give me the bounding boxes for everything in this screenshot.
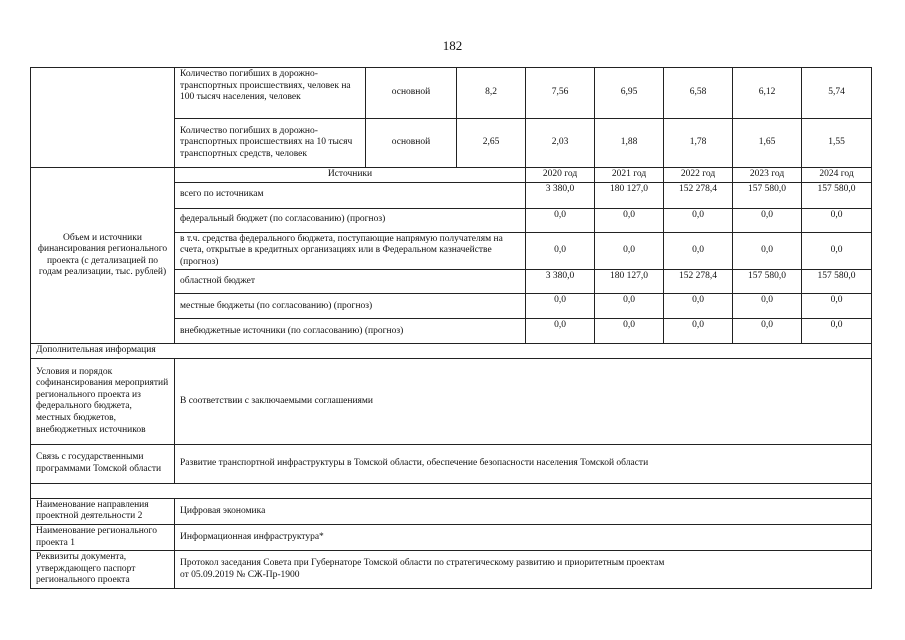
sources-header: Источники bbox=[175, 168, 526, 183]
indicator-type: основной bbox=[366, 119, 457, 168]
funding-source: областной бюджет bbox=[175, 270, 526, 294]
conditions-row bbox=[31, 358, 872, 444]
funding-label: Объем и источники финансирования регионального проекта (с детализацией по годам реализации, тыс. рублей) bbox=[31, 168, 175, 344]
conditions-value: В соответствии с заключаемыми соглашениями bbox=[175, 358, 872, 444]
funding-value: 0,0 bbox=[595, 294, 664, 319]
project-row bbox=[31, 525, 872, 551]
funding-value: 0,0 bbox=[802, 294, 872, 319]
indicator-value: 1,55 bbox=[802, 119, 872, 168]
year-header: 2024 год bbox=[802, 168, 872, 183]
funding-value: 3 380,0 bbox=[526, 270, 595, 294]
funding-value: 0,0 bbox=[802, 208, 872, 232]
project-label: Наименование регионального проекта 1 bbox=[31, 525, 175, 551]
state-programs-label: Связь с государственными программами Томской области bbox=[31, 444, 175, 483]
project-value: Информационная инфраструктура* bbox=[175, 525, 872, 551]
document-label: Реквизиты документа, утверждающего паспорт регионального проекта bbox=[31, 551, 175, 589]
indicator-name: Количество погибших в дорожно-транспортных происшествиях на 10 тысяч транспортных средств, человек bbox=[175, 119, 366, 168]
funding-value: 0,0 bbox=[526, 294, 595, 319]
direction-value: Цифровая экономика bbox=[175, 498, 872, 524]
funding-value: 180 127,0 bbox=[595, 182, 664, 208]
document-value bbox=[175, 551, 872, 589]
indicator-value: 2,03 bbox=[526, 119, 595, 168]
funding-source: всего по источникам bbox=[175, 182, 526, 208]
additional-info-heading: Дополнительная информация bbox=[31, 344, 872, 359]
year-header: 2020 год bbox=[526, 168, 595, 183]
funding-value: 0,0 bbox=[526, 319, 595, 344]
funding-header-row bbox=[31, 168, 872, 183]
indicator-value: 7,56 bbox=[526, 68, 595, 119]
funding-value: 3 380,0 bbox=[526, 182, 595, 208]
funding-value: 0,0 bbox=[733, 294, 802, 319]
spacer-row bbox=[31, 483, 872, 498]
funding-value: 0,0 bbox=[664, 294, 733, 319]
year-header: 2023 год bbox=[733, 168, 802, 183]
state-programs-row bbox=[31, 444, 872, 483]
funding-value: 157 580,0 bbox=[733, 182, 802, 208]
additional-info-row bbox=[31, 344, 872, 359]
funding-value: 157 580,0 bbox=[733, 270, 802, 294]
funding-value: 152 278,4 bbox=[664, 270, 733, 294]
funding-value: 152 278,4 bbox=[664, 182, 733, 208]
state-programs-value: Развитие транспортной инфраструктуры в Томской области, обеспечение безопасности населения Томской области bbox=[175, 444, 872, 483]
indicator-base: 2,65 bbox=[457, 119, 526, 168]
passport-table bbox=[30, 67, 872, 589]
indicator-value: 1,78 bbox=[664, 119, 733, 168]
indicator-value: 1,88 bbox=[595, 119, 664, 168]
indicator-value: 6,95 bbox=[595, 68, 664, 119]
indicator-value: 6,58 bbox=[664, 68, 733, 119]
indicator-type: основной bbox=[366, 68, 457, 119]
document-value-line1: Протокол заседания Совета при Губернаторе Томской области по стратегическому развитию и приоритетным проектам bbox=[180, 557, 665, 568]
funding-value: 157 580,0 bbox=[802, 182, 872, 208]
funding-value: 0,0 bbox=[664, 232, 733, 270]
funding-value: 157 580,0 bbox=[802, 270, 872, 294]
funding-value: 0,0 bbox=[595, 319, 664, 344]
year-header: 2022 год bbox=[664, 168, 733, 183]
indicator-value: 6,12 bbox=[733, 68, 802, 119]
funding-value: 0,0 bbox=[733, 319, 802, 344]
funding-value: 0,0 bbox=[802, 232, 872, 270]
indicator-value: 5,74 bbox=[802, 68, 872, 119]
funding-value: 0,0 bbox=[733, 232, 802, 270]
funding-source: местные бюджеты (по согласованию) (прогноз) bbox=[175, 294, 526, 319]
funding-value: 0,0 bbox=[595, 232, 664, 270]
funding-value: 0,0 bbox=[595, 208, 664, 232]
conditions-label: Условия и порядок софинансирования мероприятий регионального проекта из федерального бюджета, местных бюджетов, внебюджетных источников bbox=[31, 358, 175, 444]
funding-value: 0,0 bbox=[526, 232, 595, 270]
document-value-line2: от 05.09.2019 № СЖ-Пр-1900 bbox=[180, 569, 300, 580]
funding-value: 0,0 bbox=[733, 208, 802, 232]
indicator-value: 1,65 bbox=[733, 119, 802, 168]
funding-value: 0,0 bbox=[526, 208, 595, 232]
page-number: 182 bbox=[442, 38, 463, 53]
year-header: 2021 год bbox=[595, 168, 664, 183]
document-row bbox=[31, 551, 872, 589]
direction-row bbox=[31, 498, 872, 524]
funding-source: внебюджетные источники (по согласованию) (прогноз) bbox=[175, 319, 526, 344]
indicator-base: 8,2 bbox=[457, 68, 526, 119]
funding-value: 0,0 bbox=[802, 319, 872, 344]
indicator-name: Количество погибших в дорожно-транспортных происшествиях, человек на 100 тысяч населения, человек bbox=[175, 68, 366, 119]
direction-label: Наименование направления проектной деятельности 2 bbox=[31, 498, 175, 524]
funding-value: 0,0 bbox=[664, 208, 733, 232]
funding-source: федеральный бюджет (по согласованию) (прогноз) bbox=[175, 208, 526, 232]
funding-source: в т.ч. средства федерального бюджета, поступающие напрямую получателям на счета, открытые в кредитных организациях или в Федеральном казначействе (прогноз) bbox=[175, 232, 526, 270]
funding-value: 0,0 bbox=[664, 319, 733, 344]
indicator-row bbox=[31, 68, 872, 119]
funding-value: 180 127,0 bbox=[595, 270, 664, 294]
